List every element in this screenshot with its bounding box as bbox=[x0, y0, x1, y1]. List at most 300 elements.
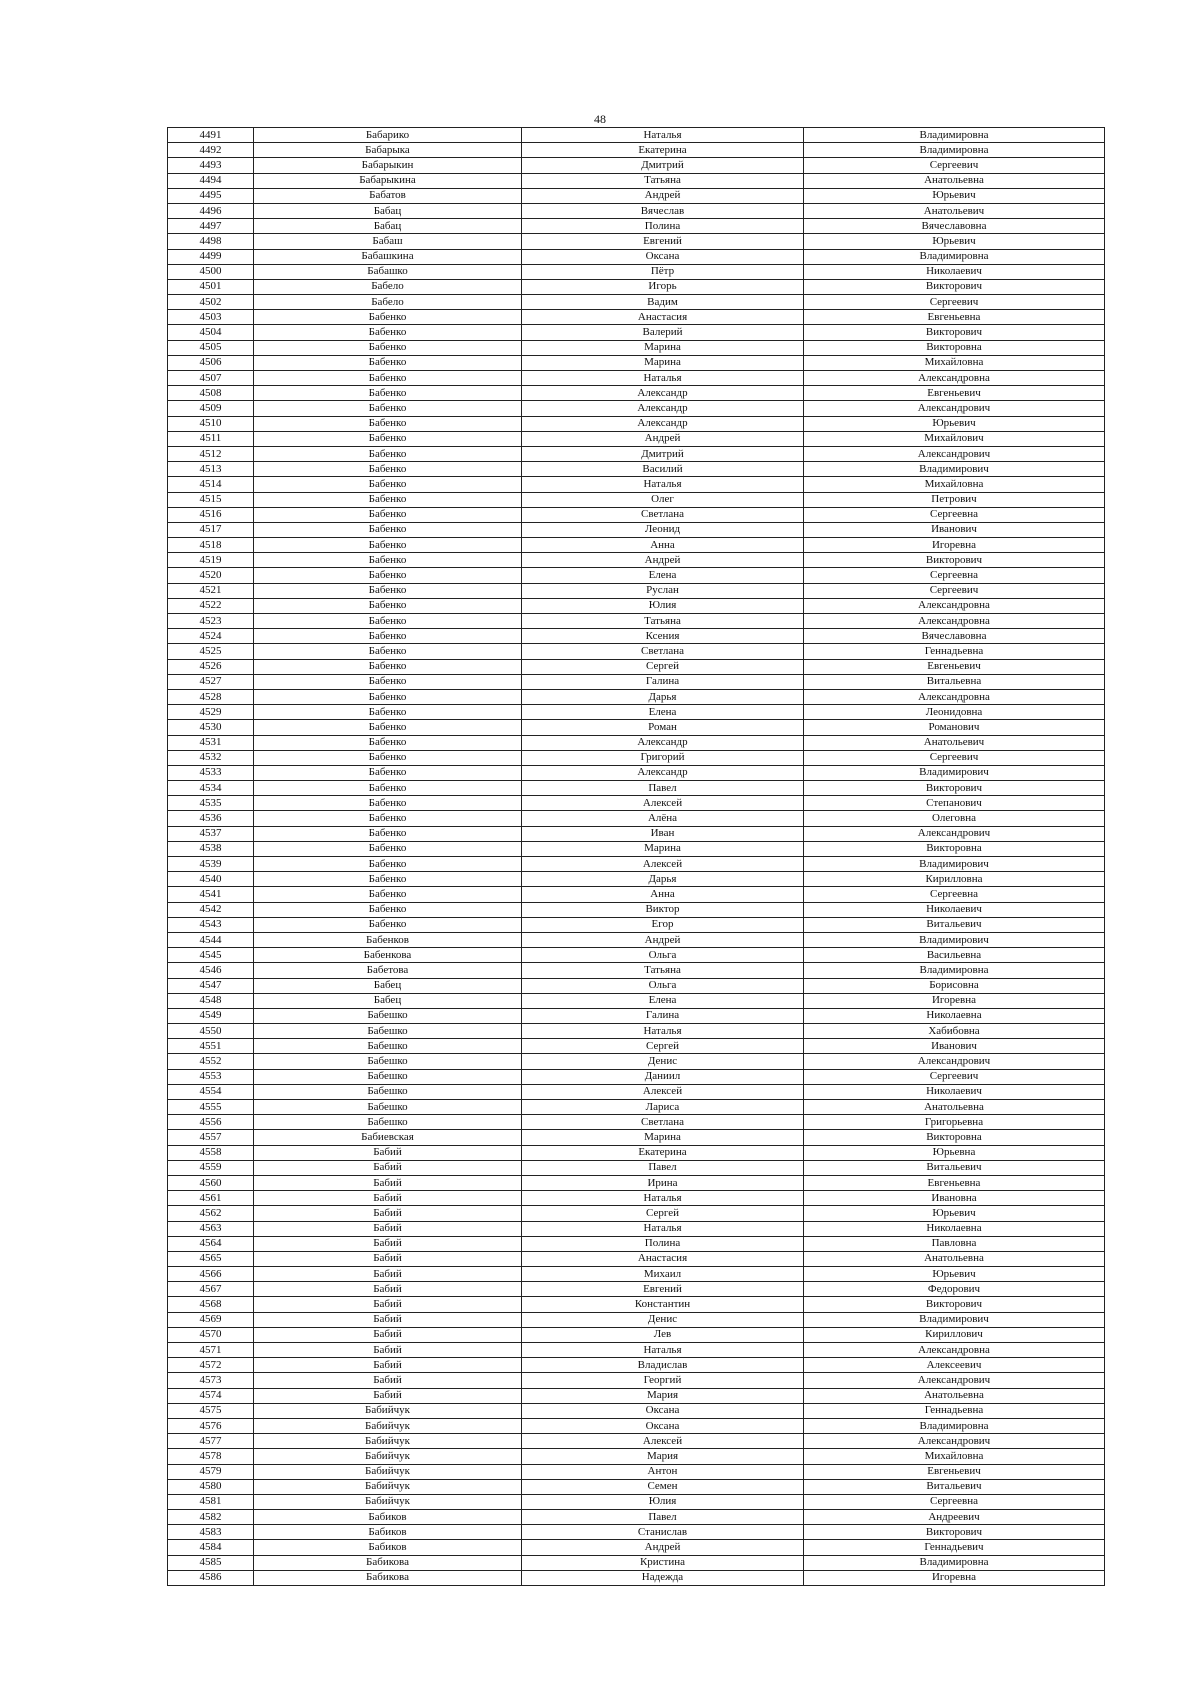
surname-cell: Бабело bbox=[254, 279, 522, 294]
patronymic-cell: Сергеевна bbox=[804, 568, 1105, 583]
first-name-cell: Георгий bbox=[522, 1373, 804, 1388]
first-name-cell: Алексей bbox=[522, 1084, 804, 1099]
row-number-cell: 4585 bbox=[168, 1555, 254, 1570]
first-name-cell: Галина bbox=[522, 1008, 804, 1023]
patronymic-cell: Анатольевич bbox=[804, 735, 1105, 750]
row-number-cell: 4566 bbox=[168, 1267, 254, 1282]
row-number-cell: 4551 bbox=[168, 1039, 254, 1054]
first-name-cell: Татьяна bbox=[522, 963, 804, 978]
row-number-cell: 4506 bbox=[168, 355, 254, 370]
first-name-cell: Ирина bbox=[522, 1175, 804, 1190]
patronymic-cell: Витальевич bbox=[804, 917, 1105, 932]
surname-cell: Бабий bbox=[254, 1191, 522, 1206]
table-row bbox=[168, 219, 1105, 234]
row-number-cell: 4568 bbox=[168, 1297, 254, 1312]
row-number-cell: 4545 bbox=[168, 948, 254, 963]
patronymic-cell: Геннадьевна bbox=[804, 1403, 1105, 1418]
patronymic-cell: Петрович bbox=[804, 492, 1105, 507]
table-row bbox=[168, 1054, 1105, 1069]
table-row bbox=[168, 811, 1105, 826]
patronymic-cell: Викторович bbox=[804, 1297, 1105, 1312]
patronymic-cell: Евгеньевна bbox=[804, 310, 1105, 325]
row-number-cell: 4517 bbox=[168, 522, 254, 537]
first-name-cell: Вадим bbox=[522, 295, 804, 310]
patronymic-cell: Викторович bbox=[804, 781, 1105, 796]
surname-cell: Бабенко bbox=[254, 340, 522, 355]
row-number-cell: 4580 bbox=[168, 1479, 254, 1494]
surname-cell: Бабенко bbox=[254, 416, 522, 431]
first-name-cell: Лев bbox=[522, 1327, 804, 1342]
row-number-cell: 4563 bbox=[168, 1221, 254, 1236]
first-name-cell: Анастасия bbox=[522, 1251, 804, 1266]
patronymic-cell: Викторовна bbox=[804, 340, 1105, 355]
row-number-cell: 4552 bbox=[168, 1054, 254, 1069]
patronymic-cell: Александровна bbox=[804, 689, 1105, 704]
patronymic-cell: Александрович bbox=[804, 446, 1105, 461]
surname-cell: Бабий bbox=[254, 1297, 522, 1312]
table-row bbox=[168, 355, 1105, 370]
surname-cell: Бабенков bbox=[254, 932, 522, 947]
surname-cell: Бабийчук bbox=[254, 1403, 522, 1418]
surname-cell: Бабашко bbox=[254, 264, 522, 279]
first-name-cell: Александр bbox=[522, 401, 804, 416]
table-row bbox=[168, 1191, 1105, 1206]
table-row bbox=[168, 781, 1105, 796]
table-row bbox=[168, 1373, 1105, 1388]
surname-cell: Бабешко bbox=[254, 1054, 522, 1069]
row-number-cell: 4578 bbox=[168, 1449, 254, 1464]
surname-cell: Бабий bbox=[254, 1221, 522, 1236]
first-name-cell: Егор bbox=[522, 917, 804, 932]
patronymic-cell: Васильевна bbox=[804, 948, 1105, 963]
row-number-cell: 4505 bbox=[168, 340, 254, 355]
table-row bbox=[168, 279, 1105, 294]
patronymic-cell: Игоревна bbox=[804, 993, 1105, 1008]
surname-cell: Бабенко bbox=[254, 583, 522, 598]
table-row bbox=[168, 1069, 1105, 1084]
patronymic-cell: Витальевна bbox=[804, 674, 1105, 689]
first-name-cell: Андрей bbox=[522, 188, 804, 203]
row-number-cell: 4533 bbox=[168, 765, 254, 780]
surname-cell: Бабенко bbox=[254, 841, 522, 856]
row-number-cell: 4543 bbox=[168, 917, 254, 932]
row-number-cell: 4559 bbox=[168, 1160, 254, 1175]
surname-cell: Бабешко bbox=[254, 1084, 522, 1099]
first-name-cell: Виктор bbox=[522, 902, 804, 917]
surname-cell: Бабиков bbox=[254, 1525, 522, 1540]
first-name-cell: Марина bbox=[522, 841, 804, 856]
table-row bbox=[168, 143, 1105, 158]
row-number-cell: 4520 bbox=[168, 568, 254, 583]
table-row bbox=[168, 857, 1105, 872]
row-number-cell: 4500 bbox=[168, 264, 254, 279]
patronymic-cell: Юрьевич bbox=[804, 234, 1105, 249]
table-row bbox=[168, 796, 1105, 811]
first-name-cell: Наталья bbox=[522, 371, 804, 386]
patronymic-cell: Александровна bbox=[804, 1343, 1105, 1358]
patronymic-cell: Александровна bbox=[804, 598, 1105, 613]
first-name-cell: Оксана bbox=[522, 1403, 804, 1418]
row-number-cell: 4546 bbox=[168, 963, 254, 978]
surname-cell: Бабарыкина bbox=[254, 173, 522, 188]
table-row bbox=[168, 993, 1105, 1008]
table-row bbox=[168, 158, 1105, 173]
surname-cell: Бабийчук bbox=[254, 1418, 522, 1433]
row-number-cell: 4575 bbox=[168, 1403, 254, 1418]
first-name-cell: Константин bbox=[522, 1297, 804, 1312]
surname-cell: Бабенко bbox=[254, 917, 522, 932]
patronymic-cell: Анатольевна bbox=[804, 1251, 1105, 1266]
first-name-cell: Евгений bbox=[522, 1282, 804, 1297]
first-name-cell: Светлана bbox=[522, 507, 804, 522]
first-name-cell: Леонид bbox=[522, 522, 804, 537]
row-number-cell: 4574 bbox=[168, 1388, 254, 1403]
first-name-cell: Галина bbox=[522, 674, 804, 689]
surname-cell: Бабенко bbox=[254, 902, 522, 917]
patronymic-cell: Владимировна bbox=[804, 963, 1105, 978]
row-number-cell: 4497 bbox=[168, 219, 254, 234]
table-row bbox=[168, 1570, 1105, 1585]
patronymic-cell: Анатольевна bbox=[804, 1100, 1105, 1115]
patronymic-cell: Хабибовна bbox=[804, 1024, 1105, 1039]
table-row bbox=[168, 1100, 1105, 1115]
table-row bbox=[168, 446, 1105, 461]
row-number-cell: 4537 bbox=[168, 826, 254, 841]
surname-cell: Бабий bbox=[254, 1388, 522, 1403]
row-number-cell: 4510 bbox=[168, 416, 254, 431]
first-name-cell: Руслан bbox=[522, 583, 804, 598]
patronymic-cell: Владимировна bbox=[804, 249, 1105, 264]
table-row bbox=[168, 598, 1105, 613]
first-name-cell: Наталья bbox=[522, 1343, 804, 1358]
patronymic-cell: Федорович bbox=[804, 1282, 1105, 1297]
surname-cell: Бабенко bbox=[254, 568, 522, 583]
table-row bbox=[168, 1160, 1105, 1175]
table-row bbox=[168, 1434, 1105, 1449]
surname-cell: Бабенко bbox=[254, 826, 522, 841]
first-name-cell: Денис bbox=[522, 1312, 804, 1327]
patronymic-cell: Анатольевна bbox=[804, 173, 1105, 188]
table-row bbox=[168, 188, 1105, 203]
table-row bbox=[168, 765, 1105, 780]
row-number-cell: 4531 bbox=[168, 735, 254, 750]
patronymic-cell: Игоревна bbox=[804, 1570, 1105, 1585]
surname-cell: Бабий bbox=[254, 1327, 522, 1342]
table-row bbox=[168, 735, 1105, 750]
patronymic-cell: Владимировна bbox=[804, 128, 1105, 143]
patronymic-cell: Витальевич bbox=[804, 1479, 1105, 1494]
row-number-cell: 4561 bbox=[168, 1191, 254, 1206]
row-number-cell: 4526 bbox=[168, 659, 254, 674]
surname-cell: Бабенко bbox=[254, 659, 522, 674]
row-number-cell: 4577 bbox=[168, 1434, 254, 1449]
row-number-cell: 4501 bbox=[168, 279, 254, 294]
patronymic-cell: Юрьевич bbox=[804, 1267, 1105, 1282]
table-row bbox=[168, 416, 1105, 431]
first-name-cell: Михаил bbox=[522, 1267, 804, 1282]
table-row bbox=[168, 173, 1105, 188]
row-number-cell: 4549 bbox=[168, 1008, 254, 1023]
first-name-cell: Сергей bbox=[522, 1206, 804, 1221]
surname-cell: Бабенко bbox=[254, 720, 522, 735]
surname-cell: Бабац bbox=[254, 219, 522, 234]
row-number-cell: 4581 bbox=[168, 1494, 254, 1509]
patronymic-cell: Владимировна bbox=[804, 1418, 1105, 1433]
surname-cell: Бабий bbox=[254, 1282, 522, 1297]
table-row bbox=[168, 978, 1105, 993]
surname-cell: Бабарико bbox=[254, 128, 522, 143]
first-name-cell: Григорий bbox=[522, 750, 804, 765]
patronymic-cell: Сергеевна bbox=[804, 507, 1105, 522]
surname-cell: Бабиков bbox=[254, 1510, 522, 1525]
row-number-cell: 4547 bbox=[168, 978, 254, 993]
table-row bbox=[168, 1388, 1105, 1403]
patronymic-cell: Юрьевна bbox=[804, 1145, 1105, 1160]
first-name-cell: Полина bbox=[522, 219, 804, 234]
first-name-cell: Алёна bbox=[522, 811, 804, 826]
row-number-cell: 4498 bbox=[168, 234, 254, 249]
surname-cell: Бабенко bbox=[254, 614, 522, 629]
patronymic-cell: Владимирович bbox=[804, 857, 1105, 872]
patronymic-cell: Иванович bbox=[804, 522, 1105, 537]
row-number-cell: 4499 bbox=[168, 249, 254, 264]
row-number-cell: 4495 bbox=[168, 188, 254, 203]
patronymic-cell: Ивановна bbox=[804, 1191, 1105, 1206]
patronymic-cell: Павловна bbox=[804, 1236, 1105, 1251]
table-row bbox=[168, 295, 1105, 310]
first-name-cell: Оксана bbox=[522, 1418, 804, 1433]
surname-cell: Бабенко bbox=[254, 811, 522, 826]
first-name-cell: Алексей bbox=[522, 857, 804, 872]
first-name-cell: Андрей bbox=[522, 1540, 804, 1555]
first-name-cell: Вячеслав bbox=[522, 203, 804, 218]
patronymic-cell: Викторович bbox=[804, 325, 1105, 340]
row-number-cell: 4516 bbox=[168, 507, 254, 522]
surname-cell: Бабешко bbox=[254, 1100, 522, 1115]
patronymic-cell: Романович bbox=[804, 720, 1105, 735]
first-name-cell: Андрей bbox=[522, 431, 804, 446]
patronymic-cell: Юрьевич bbox=[804, 188, 1105, 203]
first-name-cell: Наталья bbox=[522, 1191, 804, 1206]
row-number-cell: 4572 bbox=[168, 1358, 254, 1373]
first-name-cell: Юлия bbox=[522, 598, 804, 613]
row-number-cell: 4560 bbox=[168, 1175, 254, 1190]
surname-cell: Бабий bbox=[254, 1373, 522, 1388]
table-row bbox=[168, 644, 1105, 659]
table-row bbox=[168, 1282, 1105, 1297]
surname-cell: Бабенко bbox=[254, 386, 522, 401]
surname-cell: Бабиков bbox=[254, 1540, 522, 1555]
surname-cell: Бабенко bbox=[254, 674, 522, 689]
table-row bbox=[168, 1555, 1105, 1570]
first-name-cell: Надежда bbox=[522, 1570, 804, 1585]
surname-cell: Бабац bbox=[254, 203, 522, 218]
table-row bbox=[168, 887, 1105, 902]
first-name-cell: Павел bbox=[522, 1510, 804, 1525]
table-row bbox=[168, 264, 1105, 279]
patronymic-cell: Владимировна bbox=[804, 143, 1105, 158]
patronymic-cell: Александрович bbox=[804, 1054, 1105, 1069]
patronymic-cell: Владимирович bbox=[804, 1312, 1105, 1327]
first-name-cell: Наталья bbox=[522, 1221, 804, 1236]
patronymic-cell: Михайловна bbox=[804, 355, 1105, 370]
table-row bbox=[168, 1525, 1105, 1540]
patronymic-cell: Николаевна bbox=[804, 1221, 1105, 1236]
row-number-cell: 4548 bbox=[168, 993, 254, 1008]
table-row bbox=[168, 477, 1105, 492]
table-row bbox=[168, 1251, 1105, 1266]
table-row bbox=[168, 750, 1105, 765]
surname-cell: Бабенко bbox=[254, 507, 522, 522]
row-number-cell: 4576 bbox=[168, 1418, 254, 1433]
row-number-cell: 4579 bbox=[168, 1464, 254, 1479]
row-number-cell: 4491 bbox=[168, 128, 254, 143]
first-name-cell: Игорь bbox=[522, 279, 804, 294]
surname-cell: Бабенко bbox=[254, 371, 522, 386]
table-row bbox=[168, 1358, 1105, 1373]
first-name-cell: Василий bbox=[522, 462, 804, 477]
table-row bbox=[168, 841, 1105, 856]
row-number-cell: 4522 bbox=[168, 598, 254, 613]
row-number-cell: 4521 bbox=[168, 583, 254, 598]
patronymic-cell: Сергеевич bbox=[804, 158, 1105, 173]
table-row bbox=[168, 401, 1105, 416]
table-row bbox=[168, 826, 1105, 841]
patronymic-cell: Игоревна bbox=[804, 538, 1105, 553]
row-number-cell: 4573 bbox=[168, 1373, 254, 1388]
table-row bbox=[168, 340, 1105, 355]
row-number-cell: 4528 bbox=[168, 689, 254, 704]
row-number-cell: 4582 bbox=[168, 1510, 254, 1525]
first-name-cell: Марина bbox=[522, 1130, 804, 1145]
row-number-cell: 4492 bbox=[168, 143, 254, 158]
row-number-cell: 4511 bbox=[168, 431, 254, 446]
table-row bbox=[168, 674, 1105, 689]
row-number-cell: 4525 bbox=[168, 644, 254, 659]
table-row bbox=[168, 568, 1105, 583]
patronymic-cell: Олеговна bbox=[804, 811, 1105, 826]
patronymic-cell: Григорьевна bbox=[804, 1115, 1105, 1130]
patronymic-cell: Николаевна bbox=[804, 1008, 1105, 1023]
table-row bbox=[168, 1327, 1105, 1342]
surname-cell: Бабенко bbox=[254, 477, 522, 492]
surname-cell: Бабий bbox=[254, 1312, 522, 1327]
row-number-cell: 4519 bbox=[168, 553, 254, 568]
row-number-cell: 4515 bbox=[168, 492, 254, 507]
first-name-cell: Роман bbox=[522, 720, 804, 735]
first-name-cell: Евгений bbox=[522, 234, 804, 249]
row-number-cell: 4550 bbox=[168, 1024, 254, 1039]
row-number-cell: 4565 bbox=[168, 1251, 254, 1266]
surname-cell: Бабенко bbox=[254, 492, 522, 507]
patronymic-cell: Геннадьевич bbox=[804, 1540, 1105, 1555]
patronymic-cell: Анатольевич bbox=[804, 203, 1105, 218]
table-row bbox=[168, 553, 1105, 568]
table-row bbox=[168, 1145, 1105, 1160]
surname-cell: Бабец bbox=[254, 978, 522, 993]
patronymic-cell: Викторовна bbox=[804, 1130, 1105, 1145]
first-name-cell: Лариса bbox=[522, 1100, 804, 1115]
table-row bbox=[168, 1494, 1105, 1509]
surname-cell: Бабело bbox=[254, 295, 522, 310]
surname-cell: Бабийчук bbox=[254, 1449, 522, 1464]
patronymic-cell: Александровна bbox=[804, 371, 1105, 386]
table-row bbox=[168, 1297, 1105, 1312]
patronymic-cell: Александрович bbox=[804, 401, 1105, 416]
patronymic-cell: Евгеньевич bbox=[804, 659, 1105, 674]
table-row bbox=[168, 1343, 1105, 1358]
row-number-cell: 4509 bbox=[168, 401, 254, 416]
surname-cell: Бабенко bbox=[254, 735, 522, 750]
table-row bbox=[168, 917, 1105, 932]
row-number-cell: 4534 bbox=[168, 781, 254, 796]
surname-cell: Бабешко bbox=[254, 1024, 522, 1039]
surname-cell: Бабийчук bbox=[254, 1434, 522, 1449]
patronymic-cell: Леонидовна bbox=[804, 705, 1105, 720]
row-number-cell: 4584 bbox=[168, 1540, 254, 1555]
table-row bbox=[168, 507, 1105, 522]
surname-cell: Бабийчук bbox=[254, 1479, 522, 1494]
first-name-cell: Елена bbox=[522, 568, 804, 583]
surname-cell: Бабий bbox=[254, 1160, 522, 1175]
row-number-cell: 4556 bbox=[168, 1115, 254, 1130]
patronymic-cell: Вячеславовна bbox=[804, 219, 1105, 234]
table-row bbox=[168, 629, 1105, 644]
surname-cell: Бабенко bbox=[254, 705, 522, 720]
table-row bbox=[168, 538, 1105, 553]
first-name-cell: Антон bbox=[522, 1464, 804, 1479]
patronymic-cell: Викторович bbox=[804, 279, 1105, 294]
patronymic-cell: Владимировна bbox=[804, 1555, 1105, 1570]
surname-cell: Бабиевская bbox=[254, 1130, 522, 1145]
surname-cell: Бабенко bbox=[254, 538, 522, 553]
patronymic-cell: Александровна bbox=[804, 614, 1105, 629]
table-row bbox=[168, 386, 1105, 401]
row-number-cell: 4504 bbox=[168, 325, 254, 340]
table-row bbox=[168, 948, 1105, 963]
first-name-cell: Дарья bbox=[522, 872, 804, 887]
surname-cell: Бабенко bbox=[254, 629, 522, 644]
surname-cell: Бабенко bbox=[254, 598, 522, 613]
surname-cell: Бабий bbox=[254, 1358, 522, 1373]
patronymic-cell: Юрьевич bbox=[804, 1206, 1105, 1221]
table-row bbox=[168, 203, 1105, 218]
first-name-cell: Елена bbox=[522, 705, 804, 720]
surname-cell: Бабийчук bbox=[254, 1464, 522, 1479]
first-name-cell: Олег bbox=[522, 492, 804, 507]
surname-cell: Бабенко bbox=[254, 872, 522, 887]
table-row bbox=[168, 583, 1105, 598]
page-number: 48 bbox=[594, 112, 606, 126]
patronymic-cell: Борисовна bbox=[804, 978, 1105, 993]
surname-cell: Бабенко bbox=[254, 446, 522, 461]
surname-cell: Бабий bbox=[254, 1175, 522, 1190]
first-name-cell: Татьяна bbox=[522, 614, 804, 629]
patronymic-cell: Викторовна bbox=[804, 841, 1105, 856]
patronymic-cell: Викторович bbox=[804, 553, 1105, 568]
surname-cell: Бабетова bbox=[254, 963, 522, 978]
first-name-cell: Юлия bbox=[522, 1494, 804, 1509]
table-row bbox=[168, 1024, 1105, 1039]
first-name-cell: Иван bbox=[522, 826, 804, 841]
surname-cell: Бабашкина bbox=[254, 249, 522, 264]
first-name-cell: Ольга bbox=[522, 948, 804, 963]
first-name-cell: Марина bbox=[522, 340, 804, 355]
patronymic-cell: Кириллович bbox=[804, 1327, 1105, 1342]
patronymic-cell: Сергеевич bbox=[804, 1069, 1105, 1084]
patronymic-cell: Сергеевна bbox=[804, 1494, 1105, 1509]
table-row bbox=[168, 689, 1105, 704]
